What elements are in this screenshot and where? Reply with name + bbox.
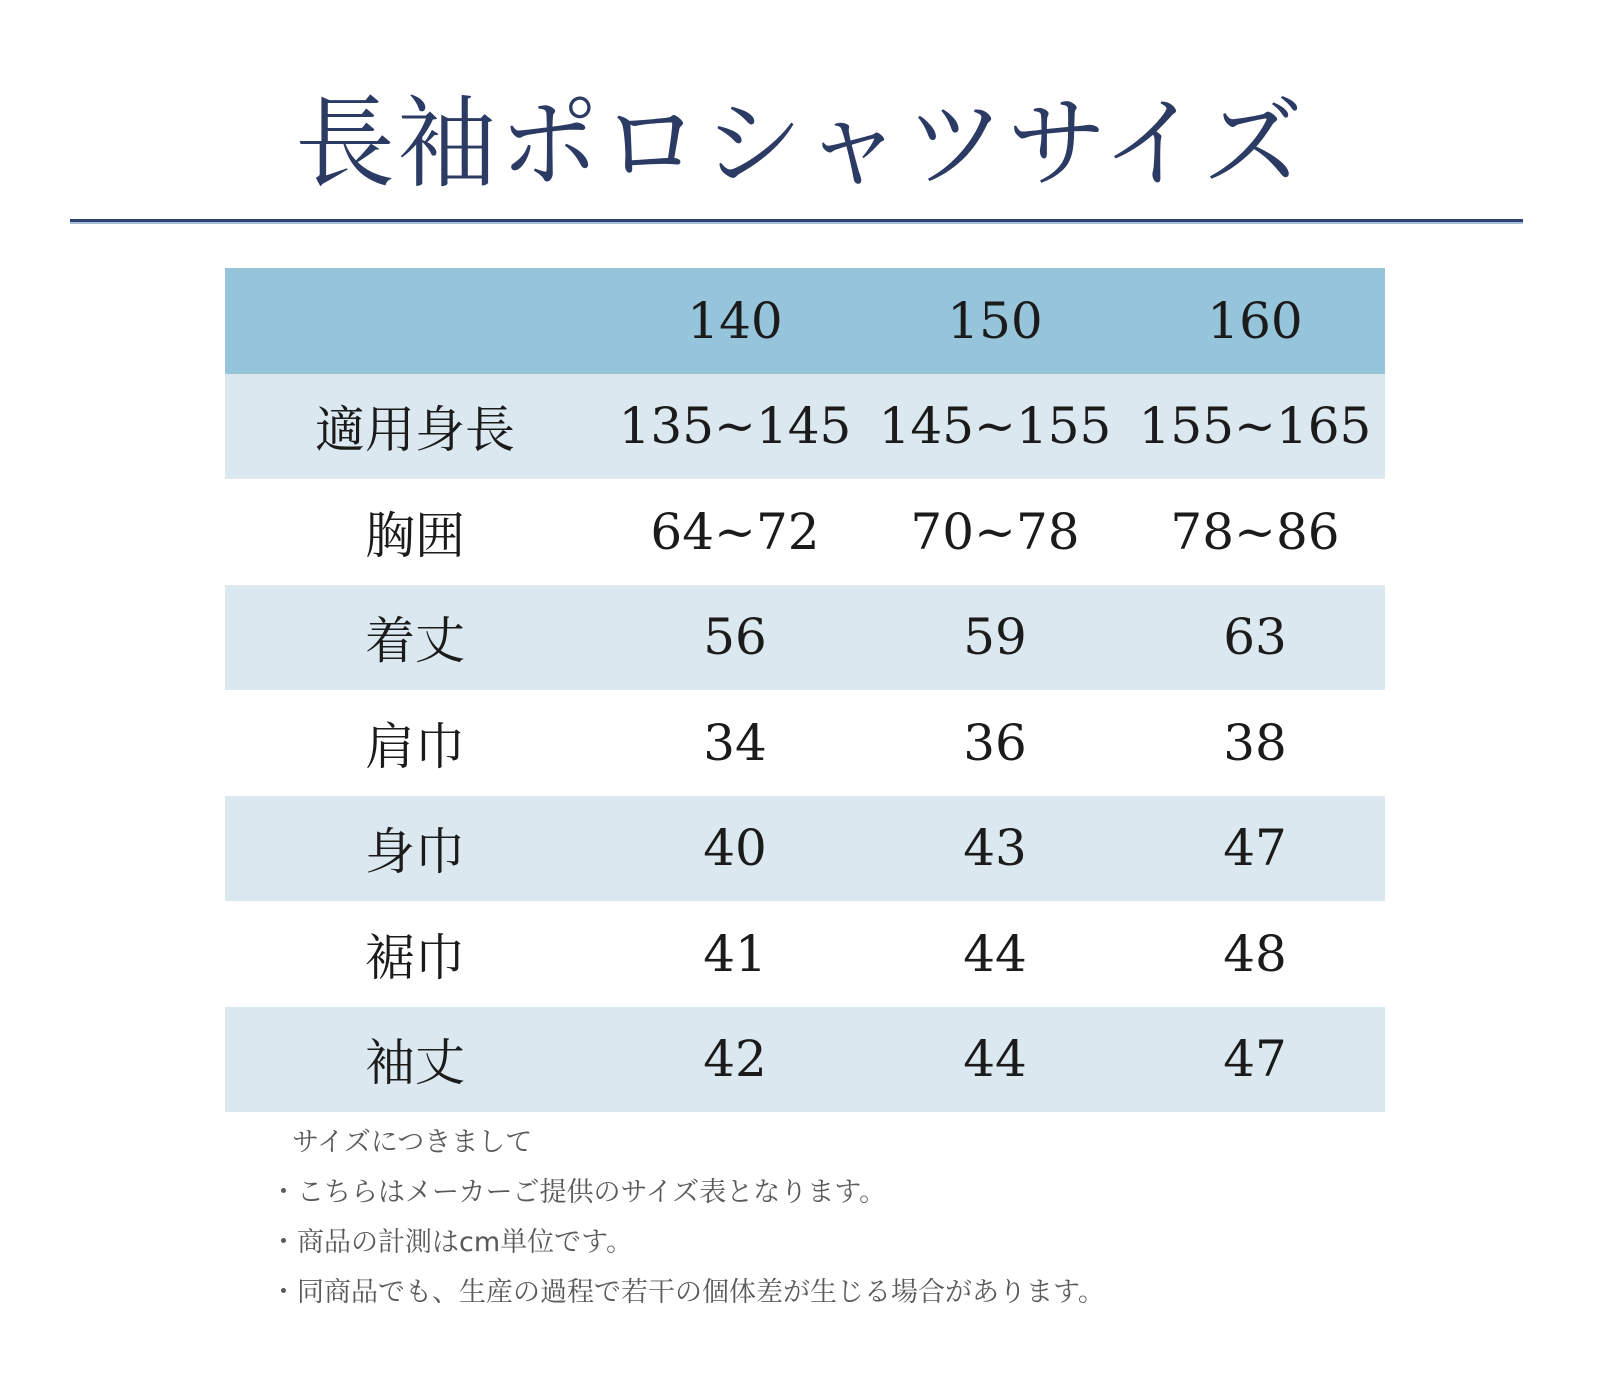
row-label: 裾巾 <box>365 928 465 987</box>
row-label: 適用身長 <box>315 401 515 460</box>
cell-value: 155~165 <box>1138 397 1372 456</box>
cell-value: 135~145 <box>618 397 852 456</box>
cell-value: 41 <box>703 924 767 983</box>
row-label: 着丈 <box>365 612 465 671</box>
cell-value: 38 <box>1223 713 1287 772</box>
table-row-shoulder <box>225 690 1385 796</box>
cell-value: 56 <box>703 608 767 667</box>
cell-value: 145~155 <box>878 397 1112 456</box>
size-table <box>225 268 1385 1112</box>
note-item: ・商品の計測はcm単位です。 <box>270 1227 633 1258</box>
header-size-140: 140 <box>687 291 783 350</box>
page-title: 長袖ポロシャツサイズ <box>295 85 1305 202</box>
table-row-sleeve <box>225 1007 1385 1113</box>
title-underline <box>70 219 1523 222</box>
table-row-body-width <box>225 796 1385 902</box>
table-row-height <box>225 374 1385 480</box>
table-row-chest <box>225 479 1385 585</box>
header-size-160: 160 <box>1207 291 1303 350</box>
table-row-hem-width <box>225 901 1385 1007</box>
notes-heading: サイズにつきまして <box>292 1127 533 1158</box>
note-item: ・こちらはメーカーご提供のサイズ表となります。 <box>270 1177 887 1208</box>
cell-value: 43 <box>963 819 1027 878</box>
cell-value: 47 <box>1223 819 1287 878</box>
cell-value: 40 <box>703 819 767 878</box>
cell-value: 44 <box>963 924 1027 983</box>
header-size-150: 150 <box>947 291 1043 350</box>
cell-value: 70~78 <box>910 502 1080 561</box>
cell-value: 44 <box>963 1030 1027 1089</box>
cell-value: 64~72 <box>650 502 820 561</box>
header-row <box>225 268 1385 374</box>
row-label: 胸囲 <box>365 506 465 565</box>
row-label: 袖丈 <box>365 1034 465 1093</box>
cell-value: 42 <box>703 1030 767 1089</box>
cell-value: 59 <box>963 608 1027 667</box>
cell-value: 63 <box>1223 608 1287 667</box>
cell-value: 34 <box>703 713 767 772</box>
cell-value: 78~86 <box>1170 502 1340 561</box>
notes-section <box>270 1118 1105 1318</box>
cell-value: 47 <box>1223 1030 1287 1089</box>
cell-value: 48 <box>1223 924 1287 983</box>
row-label: 身巾 <box>365 823 465 882</box>
cell-value: 36 <box>963 713 1027 772</box>
table-row-length <box>225 585 1385 691</box>
row-label: 肩巾 <box>365 717 465 776</box>
note-item: ・同商品でも、生産の過程で若干の個体差が生じる場合があります。 <box>270 1277 1105 1308</box>
